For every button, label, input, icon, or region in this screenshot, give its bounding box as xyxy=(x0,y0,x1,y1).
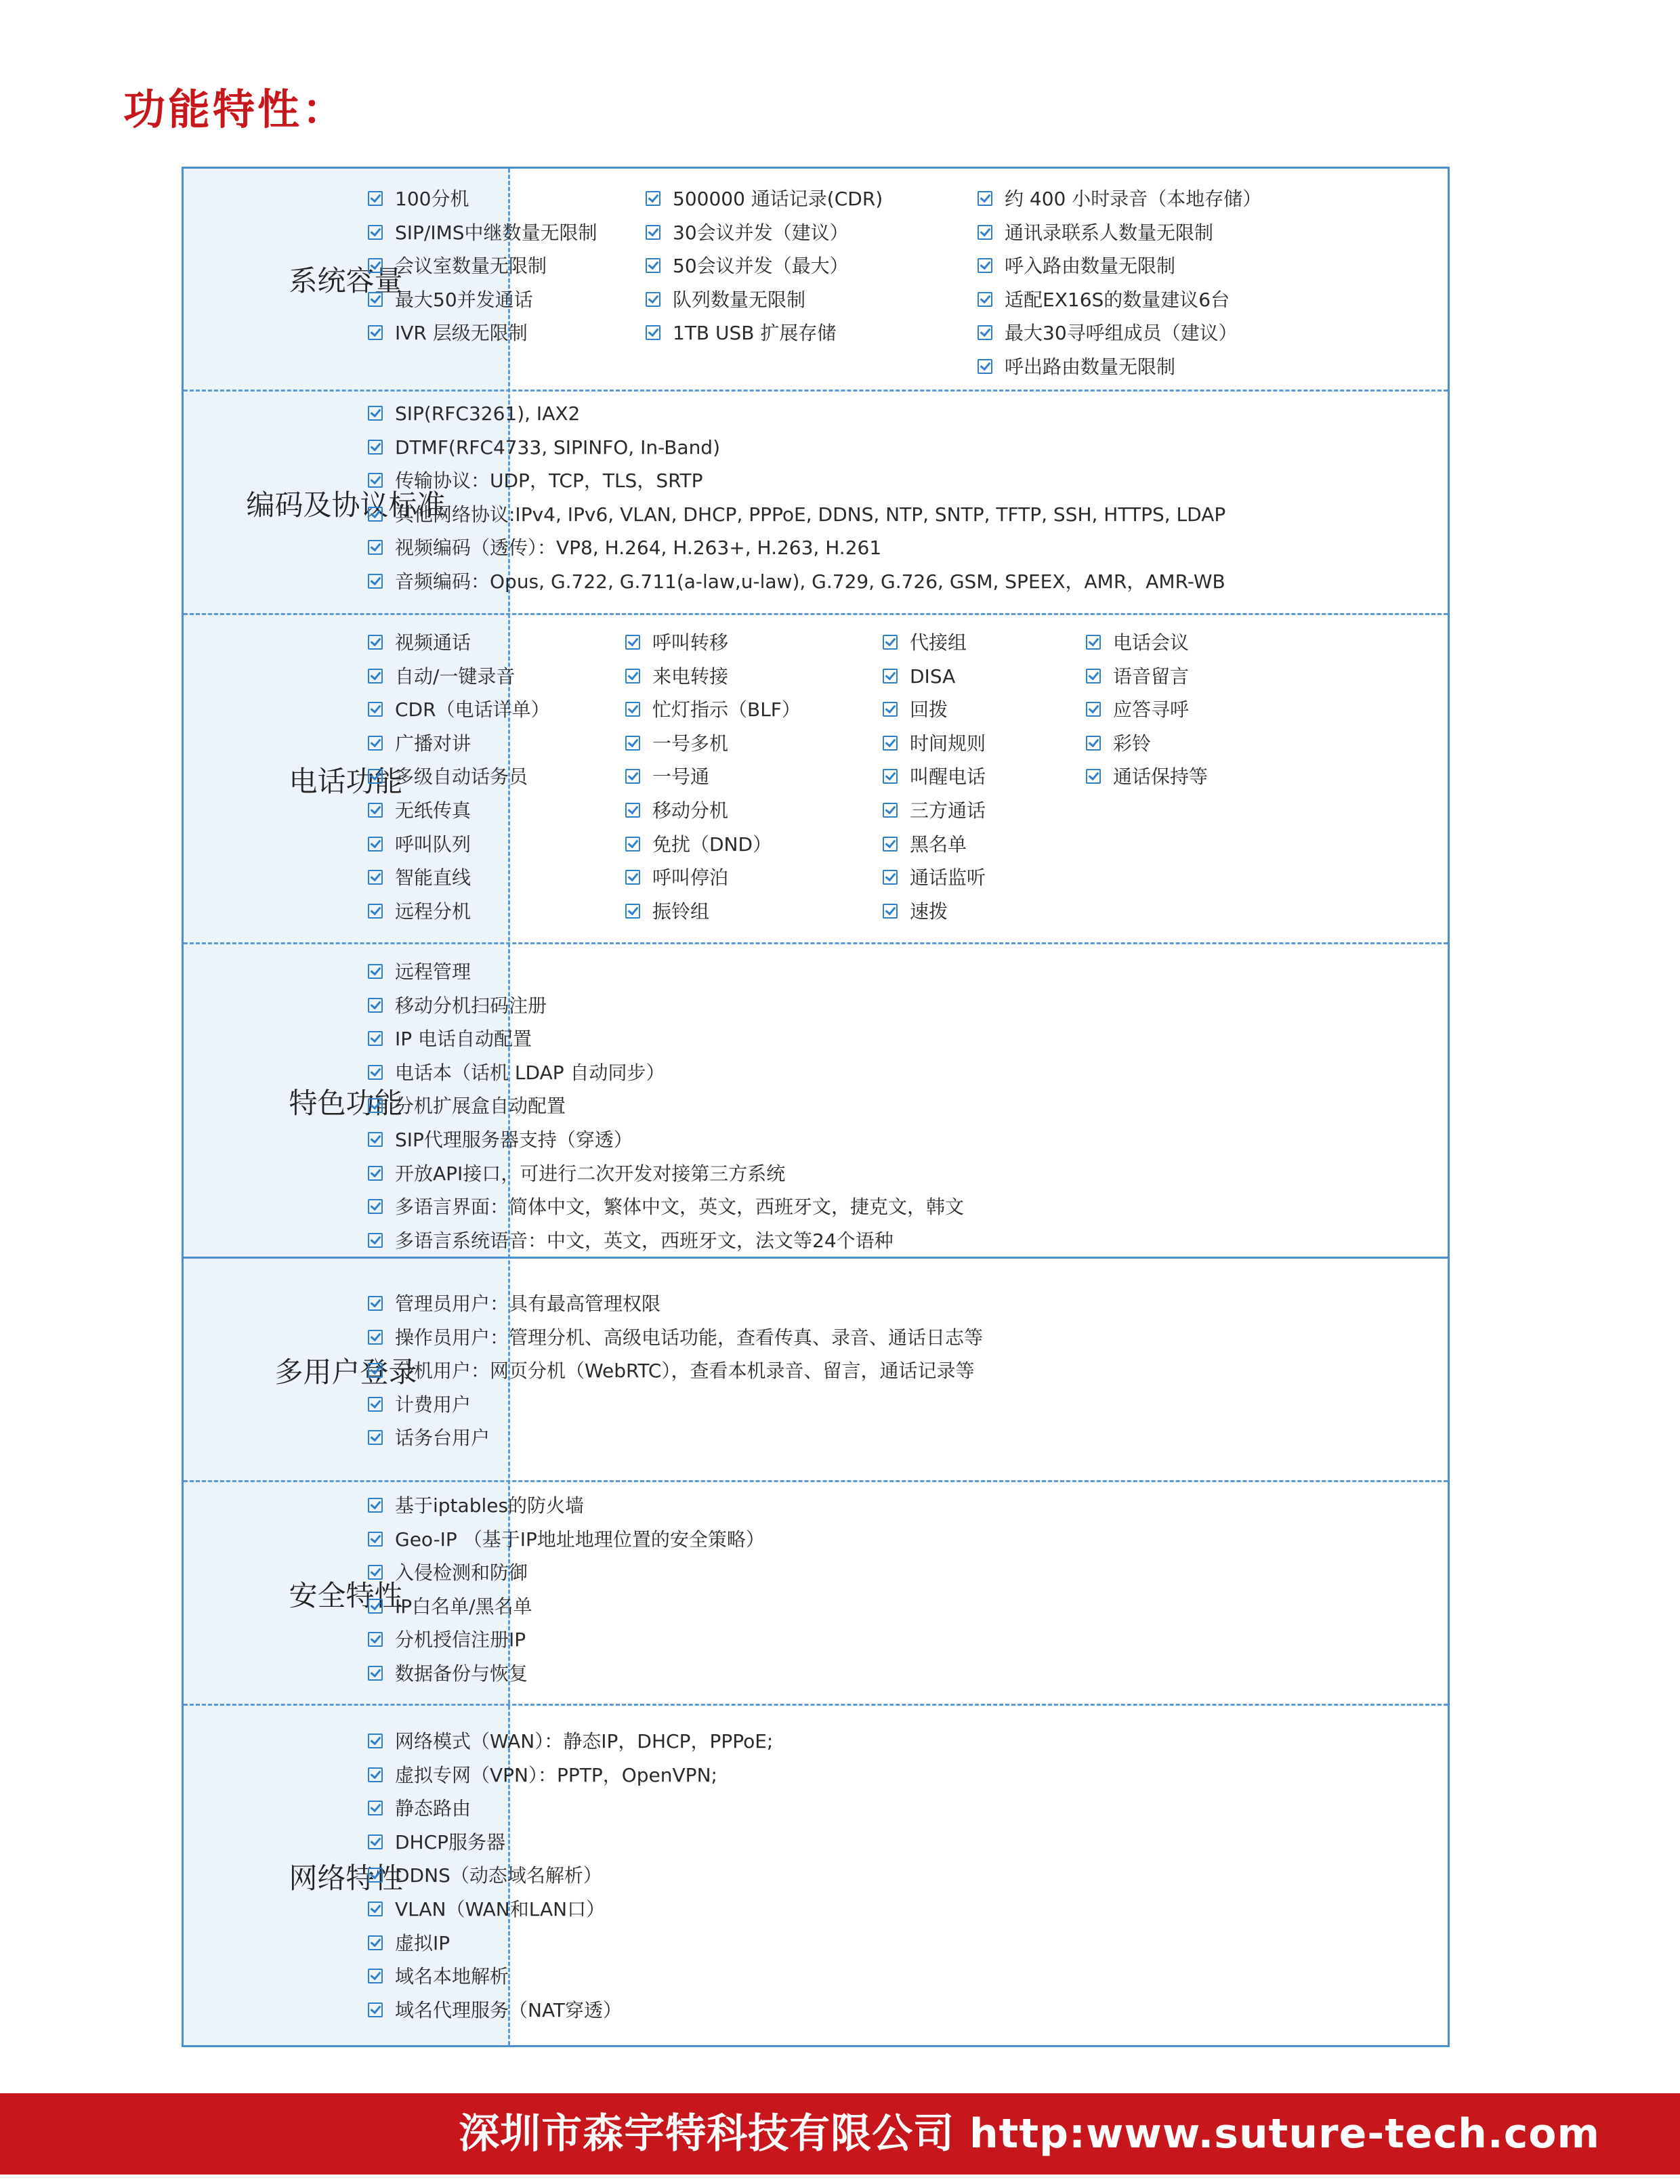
feature-item xyxy=(978,283,1230,317)
feature-text: 虚拟IP xyxy=(395,1931,450,1954)
checkbox-checked-icon xyxy=(625,837,640,852)
checkbox-checked-icon xyxy=(1086,736,1101,751)
feature-text: IP白名单/黑名单 xyxy=(395,1595,532,1618)
feature-item xyxy=(368,431,720,465)
section-label: 多用户登录 xyxy=(274,1356,417,1389)
feature-text: IP 电话自动配置 xyxy=(395,1028,532,1051)
checkbox-checked-icon xyxy=(883,837,898,852)
feature-text: 忙灯指示（BLF） xyxy=(652,698,801,721)
feature-text: 静态路由 xyxy=(395,1797,471,1820)
feature-item xyxy=(978,216,1213,250)
section-label: 安全特性 xyxy=(289,1579,403,1612)
feature-item xyxy=(1086,760,1208,794)
feature-text: 振铃组 xyxy=(652,900,710,923)
checkbox-checked-icon xyxy=(625,702,640,717)
feature-text: 远程分机 xyxy=(395,900,471,923)
feature-item xyxy=(625,693,801,727)
section-label: 系统容量 xyxy=(289,264,403,297)
feature-item xyxy=(368,1960,509,1994)
feature-item xyxy=(368,1157,785,1191)
checkbox-checked-icon xyxy=(368,1767,383,1782)
checkbox-checked-icon xyxy=(883,669,898,684)
checkbox-checked-icon xyxy=(368,669,383,684)
checkbox-checked-icon xyxy=(368,507,383,522)
feature-item xyxy=(883,693,948,727)
checkbox-checked-icon xyxy=(978,225,992,240)
feature-item xyxy=(368,1792,471,1826)
feature-text: 适配EX16S的数量建议6台 xyxy=(1005,288,1230,311)
feature-text: DDNS（动态域名解析） xyxy=(395,1864,602,1887)
feature-item xyxy=(368,397,580,431)
section-label: 编码及协议标准 xyxy=(246,488,446,522)
feature-text: 入侵检测和防御 xyxy=(395,1561,528,1584)
checkbox-checked-icon xyxy=(625,669,640,684)
feature-item xyxy=(883,794,986,828)
feature-item xyxy=(368,1725,773,1759)
checkbox-checked-icon xyxy=(368,964,383,979)
feature-item xyxy=(625,794,728,828)
feature-text: DISA xyxy=(910,665,956,688)
feature-text: 通话监听 xyxy=(910,866,986,889)
feature-item xyxy=(368,1556,528,1590)
feature-text: IVR 层级无限制 xyxy=(395,322,528,345)
feature-item xyxy=(1086,626,1189,660)
feature-text: 网络模式（WAN）：静态IP，DHCP，PPPoE; xyxy=(395,1730,774,1752)
checkbox-checked-icon xyxy=(978,191,992,206)
checkbox-checked-icon xyxy=(883,635,898,650)
feature-text: 管理员用户：具有最高管理权限 xyxy=(395,1293,661,1315)
feature-item xyxy=(368,464,703,498)
checkbox-checked-icon xyxy=(368,1935,383,1950)
checkbox-checked-icon xyxy=(368,325,383,340)
checkbox-checked-icon xyxy=(368,1801,383,1815)
checkbox-checked-icon xyxy=(646,258,660,273)
feature-text: 广播对讲 xyxy=(395,732,471,755)
feature-text: 500000 通话记录(CDR) xyxy=(673,188,883,210)
feature-text: 开放API接口，可进行二次开发对接第三方系统 xyxy=(395,1162,786,1185)
checkbox-checked-icon xyxy=(368,1233,383,1248)
feature-text: 一号多机 xyxy=(652,732,729,755)
checkbox-checked-icon xyxy=(978,292,992,307)
feature-text: 呼叫队列 xyxy=(395,833,471,856)
checkbox-checked-icon xyxy=(368,574,383,589)
feature-text: SIP/IMS中继数量无限制 xyxy=(395,221,597,244)
checkbox-checked-icon xyxy=(883,870,898,885)
feature-item xyxy=(368,727,471,761)
section-2 xyxy=(184,390,1448,615)
feature-text: 移动分机扫码注册 xyxy=(395,994,547,1017)
feature-item xyxy=(883,660,955,694)
feature-item xyxy=(368,895,471,929)
feature-item xyxy=(1086,727,1151,761)
feature-item xyxy=(368,660,515,694)
feature-item xyxy=(978,350,1175,384)
feature-text: 分机扩展盒自动配置 xyxy=(395,1095,566,1118)
feature-text: 通话保持等 xyxy=(1113,765,1209,789)
checkbox-checked-icon xyxy=(368,540,383,555)
feature-text: 视频通话 xyxy=(395,631,471,654)
feature-text: 多语言界面：简体中文，繁体中文，英文，西班牙文，捷克文，韩文 xyxy=(395,1196,965,1219)
feature-item xyxy=(646,283,805,317)
checkbox-checked-icon xyxy=(368,191,383,206)
checkbox-checked-icon xyxy=(368,473,383,488)
feature-item xyxy=(368,1927,450,1960)
checkbox-checked-icon xyxy=(368,1397,383,1412)
feature-text: 呼叫转移 xyxy=(652,631,729,654)
feature-item xyxy=(368,693,550,727)
feature-item xyxy=(368,1321,983,1355)
feature-item xyxy=(368,1421,490,1455)
feature-item xyxy=(625,828,772,862)
feature-text: 数据备份与恢复 xyxy=(395,1662,528,1685)
feature-text: DHCP服务器 xyxy=(395,1830,506,1853)
feature-text: 自动/一键录音 xyxy=(395,665,516,688)
feature-item xyxy=(883,626,967,660)
feature-text: SIP(RFC3261), IAX2 xyxy=(395,402,581,425)
feature-text: 音频编码：Opus, G.722, G.711(a-law,u-law), G.729, G.726, GSM, SPEEX，AMR，AMR-WB xyxy=(395,570,1225,593)
checkbox-checked-icon xyxy=(368,1868,383,1883)
checkbox-checked-icon xyxy=(646,325,660,340)
feature-item xyxy=(368,1893,605,1927)
page-title: 功能特性： xyxy=(123,85,348,134)
checkbox-checked-icon xyxy=(368,803,383,818)
feature-item xyxy=(368,498,1225,532)
checkbox-checked-icon xyxy=(646,292,660,307)
checkbox-checked-icon xyxy=(1086,769,1101,784)
checkbox-checked-icon xyxy=(368,406,383,421)
feature-item xyxy=(1086,660,1189,694)
checkbox-checked-icon xyxy=(1086,669,1101,684)
feature-item xyxy=(368,1287,660,1321)
feature-text: 电话会议 xyxy=(1113,631,1190,654)
checkbox-checked-icon xyxy=(368,1565,383,1580)
feature-item xyxy=(368,1224,894,1258)
section-1 xyxy=(184,169,1448,390)
feature-text: 来电转接 xyxy=(652,665,729,688)
checkbox-checked-icon xyxy=(978,325,992,340)
checkbox-checked-icon xyxy=(368,1296,383,1311)
feature-item xyxy=(625,760,709,794)
checkbox-checked-icon xyxy=(625,904,640,919)
feature-item xyxy=(368,861,471,895)
checkbox-checked-icon xyxy=(368,635,383,650)
checkbox-checked-icon xyxy=(368,1166,383,1181)
checkbox-checked-icon xyxy=(368,736,383,751)
feature-text: 传输协议：UDP，TCP，TLS，SRTP xyxy=(395,469,703,492)
feature-text: 基于iptables的防火墙 xyxy=(395,1494,585,1517)
checkbox-checked-icon xyxy=(368,292,383,307)
checkbox-checked-icon xyxy=(368,1599,383,1614)
checkbox-checked-icon xyxy=(368,1632,383,1647)
feature-text: CDR（电话详单） xyxy=(395,698,550,721)
checkbox-checked-icon xyxy=(368,1902,383,1916)
feature-text: 通讯录联系人数量无限制 xyxy=(1005,221,1214,244)
feature-text: 移动分机 xyxy=(652,799,729,822)
feature-text: 叫醒电话 xyxy=(910,765,986,789)
feature-item xyxy=(368,182,469,216)
feature-item xyxy=(368,531,881,565)
checkbox-checked-icon xyxy=(368,1532,383,1547)
footer-company: 深圳市森宇特科技有限公司 http:www.suture-tech.com xyxy=(459,2110,1600,2158)
feature-text: 回拨 xyxy=(910,698,948,721)
checkbox-checked-icon xyxy=(883,904,898,919)
checkbox-checked-icon xyxy=(368,1199,383,1214)
feature-text: 一号通 xyxy=(652,765,710,789)
feature-item xyxy=(368,1022,532,1056)
feature-item xyxy=(368,1190,964,1224)
feature-item xyxy=(625,861,728,895)
feature-item xyxy=(368,1759,717,1792)
feature-item xyxy=(646,249,849,283)
feature-item xyxy=(368,283,533,317)
feature-item xyxy=(978,182,1261,216)
feature-text: 智能直线 xyxy=(395,866,471,889)
section-6 xyxy=(184,1480,1448,1706)
checkbox-checked-icon xyxy=(883,736,898,751)
feature-text: 呼入路由数量无限制 xyxy=(1005,255,1176,278)
checkbox-checked-icon xyxy=(368,904,383,919)
feature-item xyxy=(368,1590,532,1624)
feature-text: 域名本地解析 xyxy=(395,1965,509,1988)
feature-text: 代接组 xyxy=(910,631,967,654)
feature-text: 彩铃 xyxy=(1113,732,1152,755)
checkbox-checked-icon xyxy=(883,803,898,818)
feature-item xyxy=(368,626,471,660)
checkbox-checked-icon xyxy=(368,1834,383,1849)
feature-item xyxy=(978,316,1238,350)
spec-table xyxy=(182,167,1450,2047)
checkbox-checked-icon xyxy=(978,258,992,273)
checkbox-checked-icon xyxy=(368,258,383,273)
footer-bar xyxy=(0,2093,1680,2175)
feature-text: 50会议并发（最大） xyxy=(673,255,849,278)
checkbox-checked-icon xyxy=(368,1363,383,1378)
checkbox-checked-icon xyxy=(368,1666,383,1681)
checkbox-checked-icon xyxy=(625,803,640,818)
feature-item xyxy=(368,1354,974,1388)
checkbox-checked-icon xyxy=(368,1330,383,1345)
checkbox-checked-icon xyxy=(368,1430,383,1445)
feature-text: 速拨 xyxy=(910,900,948,923)
feature-text: 呼叫停泊 xyxy=(652,866,729,889)
section-7 xyxy=(184,1704,1448,2047)
feature-text: 呼出路由数量无限制 xyxy=(1005,356,1176,378)
section-label: 特色功能 xyxy=(289,1087,403,1120)
checkbox-checked-icon xyxy=(646,191,660,206)
checkbox-checked-icon xyxy=(368,837,383,852)
feature-item xyxy=(368,1623,526,1657)
feature-text: 视频编码（透传）：VP8, H.264, H.263+, H.263, H.261 xyxy=(395,537,882,560)
feature-text: 分机用户：网页分机（WebRTC），查看本机录音、留言，通话记录等 xyxy=(395,1360,975,1383)
feature-item xyxy=(368,1657,528,1691)
feature-item xyxy=(368,1123,633,1157)
feature-item xyxy=(625,660,728,694)
feature-item xyxy=(883,760,986,794)
feature-item xyxy=(883,727,986,761)
feature-item xyxy=(368,955,471,989)
section-5 xyxy=(184,1257,1448,1482)
feature-item xyxy=(368,1523,765,1557)
feature-item xyxy=(368,316,528,350)
checkbox-checked-icon xyxy=(368,440,383,455)
checkbox-checked-icon xyxy=(368,1734,383,1748)
feature-text: 免扰（DND） xyxy=(652,833,772,856)
feature-item xyxy=(646,216,849,250)
feature-text: 三方通话 xyxy=(910,799,986,822)
checkbox-checked-icon xyxy=(625,870,640,885)
checkbox-checked-icon xyxy=(368,225,383,240)
checkbox-checked-icon xyxy=(625,635,640,650)
feature-item xyxy=(368,216,597,250)
feature-item xyxy=(883,828,967,862)
feature-item xyxy=(1086,693,1189,727)
feature-text: Geo-IP （基于IP地址地理位置的安全策略） xyxy=(395,1528,765,1551)
section-4 xyxy=(184,942,1448,1259)
checkbox-checked-icon xyxy=(368,998,383,1013)
checkbox-checked-icon xyxy=(368,2002,383,2017)
checkbox-checked-icon xyxy=(883,769,898,784)
feature-text: 应答寻呼 xyxy=(1113,698,1190,721)
checkbox-checked-icon xyxy=(883,702,898,717)
feature-item xyxy=(646,316,836,350)
feature-item xyxy=(368,249,547,283)
feature-item xyxy=(368,1859,602,1893)
checkbox-checked-icon xyxy=(368,1969,383,1983)
feature-item xyxy=(368,565,1225,599)
feature-text: 约 400 小时录音（本地存储） xyxy=(1005,188,1262,210)
feature-text: 时间规则 xyxy=(910,732,986,755)
feature-item xyxy=(368,1388,471,1422)
checkbox-checked-icon xyxy=(368,870,383,885)
checkbox-checked-icon xyxy=(978,359,992,374)
feature-text: 分机授信注册IP xyxy=(395,1629,526,1652)
feature-text: 其他网络协议:IPv4, IPv6, VLAN, DHCP, PPPoE, DDNS, NTP, SNTP, TFTP, SSH, HTTPS, LDAP xyxy=(395,503,1226,526)
feature-item xyxy=(883,861,986,895)
feature-text: 最大50并发通话 xyxy=(395,288,533,311)
checkbox-checked-icon xyxy=(1086,635,1101,650)
checkbox-checked-icon xyxy=(1086,702,1101,717)
feature-item xyxy=(368,1489,584,1523)
feature-item xyxy=(368,989,547,1023)
checkbox-checked-icon xyxy=(368,769,383,784)
feature-text: 计费用户 xyxy=(395,1393,471,1416)
feature-text: 1TB USB 扩展存储 xyxy=(673,322,837,345)
feature-text: 域名代理服务（NAT穿透） xyxy=(395,1998,623,2021)
section-3 xyxy=(184,613,1448,944)
feature-item xyxy=(883,895,948,929)
feature-text: 无纸传真 xyxy=(395,799,471,822)
feature-text: 100分机 xyxy=(395,188,469,210)
feature-item xyxy=(368,1994,622,2028)
feature-item xyxy=(625,727,728,761)
feature-text: 30会议并发（建议） xyxy=(673,221,849,244)
feature-text: 远程管理 xyxy=(395,961,471,983)
checkbox-checked-icon xyxy=(368,1098,383,1113)
feature-item xyxy=(646,182,883,216)
checkbox-checked-icon xyxy=(368,1498,383,1513)
checkbox-checked-icon xyxy=(625,736,640,751)
feature-item xyxy=(368,828,471,862)
feature-item xyxy=(368,760,528,794)
feature-text: VLAN（WAN和LAN口） xyxy=(395,1898,606,1920)
feature-item xyxy=(368,1826,505,1860)
section-label: 电话功能 xyxy=(289,765,403,798)
feature-text: DTMF(RFC4733, SIPINFO, In-Band) xyxy=(395,436,721,459)
checkbox-checked-icon xyxy=(368,702,383,717)
feature-text: 多语言系统语音：中文，英文，西班牙文，法文等24个语种 xyxy=(395,1229,894,1252)
feature-text: 多级自动话务员 xyxy=(395,765,528,789)
feature-item xyxy=(625,895,709,929)
feature-text: 操作员用户：管理分机、高级电话功能，查看传真、录音、通话日志等 xyxy=(395,1326,984,1349)
feature-text: 队列数量无限制 xyxy=(673,288,806,311)
checkbox-checked-icon xyxy=(646,225,660,240)
checkbox-checked-icon xyxy=(625,769,640,784)
feature-item xyxy=(978,249,1175,283)
feature-item xyxy=(625,626,728,660)
feature-item xyxy=(368,1056,665,1090)
checkbox-checked-icon xyxy=(368,1132,383,1147)
feature-text: 语音留言 xyxy=(1113,665,1190,688)
checkbox-checked-icon xyxy=(368,1065,383,1080)
feature-text: 黑名单 xyxy=(910,833,967,856)
feature-item xyxy=(368,1089,566,1123)
checkbox-checked-icon xyxy=(368,1031,383,1046)
feature-text: 最大30寻呼组成员（建议） xyxy=(1005,322,1238,345)
feature-text: SIP代理服务器支持（穿透） xyxy=(395,1129,633,1151)
section-label: 网络特性 xyxy=(289,1862,403,1895)
feature-text: 电话本（话机 LDAP 自动同步） xyxy=(395,1061,665,1084)
feature-item xyxy=(368,794,471,828)
feature-text: 会议室数量无限制 xyxy=(395,255,547,278)
feature-text: 虚拟专网（VPN）：PPTP，OpenVPN; xyxy=(395,1763,717,1786)
feature-text: 话务台用户 xyxy=(395,1427,490,1450)
